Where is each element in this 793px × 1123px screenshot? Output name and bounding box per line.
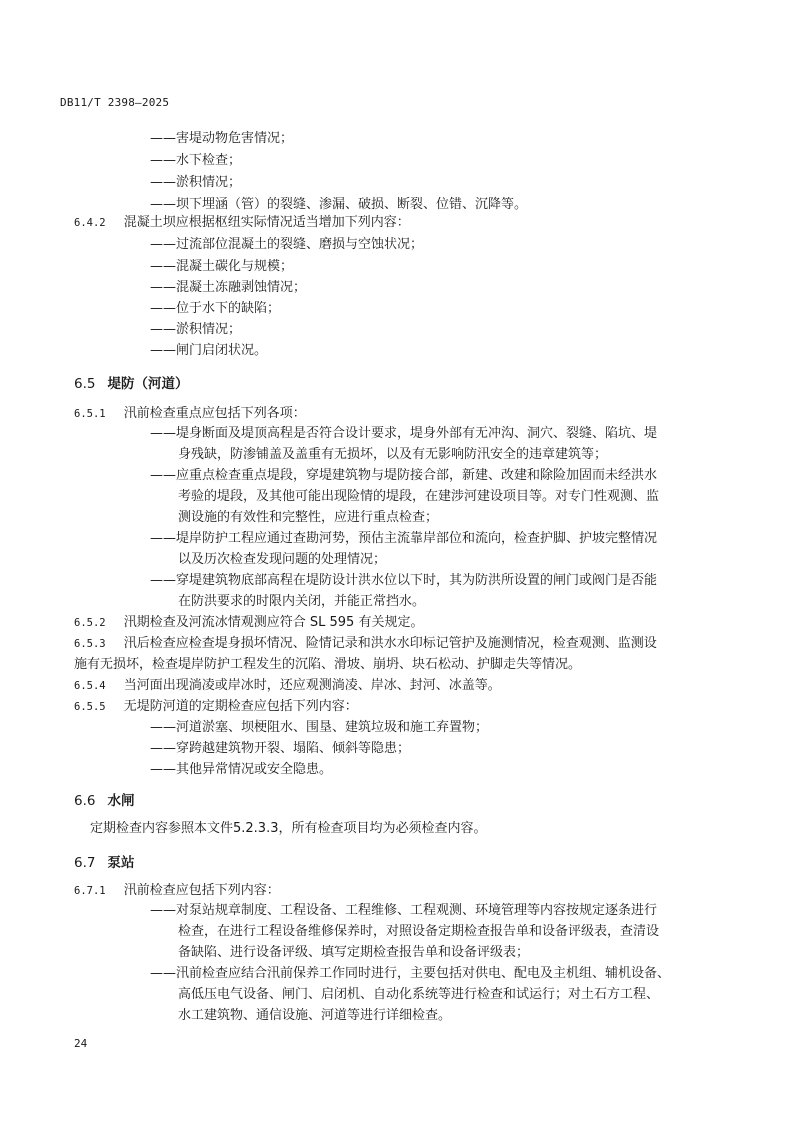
clause-text: 汛前检查重点应包括下列各项： [123,406,306,421]
list-item-continuation: 测设施的有效性和完整性，应进行重点检查； [178,510,439,525]
section-title: 堤防（河道） [107,376,189,392]
list-item: ——位于水下的缺陷； [150,301,281,316]
clause-number: 6.5.5 [74,701,106,713]
clause-text: 当河面出现淌凌或岸冰时，还应观测淌凌、岸冰、封河、冰盖等。 [123,678,501,693]
clause-6-5-2 [74,613,423,633]
clause-text: 混凝土坝应根据枢纽实际情况适当增加下列内容： [123,215,410,230]
list-item: ——水下检查； [150,153,242,168]
list-item-continuation: 检查，在进行工程设备维修保养时，对照设备定期检查报告单和设备评级表，查清设 [178,924,660,939]
list-item: ——淤积情况； [150,322,242,337]
list-item-continuation: 备缺陷、进行设备评级、填写定期检查报告单和设备评级表； [178,945,530,960]
list-item: ——坝下埋涵（管）的裂缝、渗漏、破损、断裂、位错、沉降等。 [150,197,528,212]
list-item-continuation: 高低压电气设备、闸门、启闭机、自动化系统等进行检查和试运行；对土石方工程、 [178,987,660,1002]
list-item: ——害堤动物危害情况； [150,131,294,146]
list-item: ——混凝土碳化与规模； [150,259,294,274]
section-number: 6.5 [74,376,96,392]
list-item: ——淤积情况； [150,175,242,190]
list-item: ——应重点检查重点堤段，穿堤建筑物与堤防接合部，新建、改建和除险加固而未经洪水 [150,468,658,483]
list-item: ——堤身断面及堤顶高程是否符合设计要求，堤身外部有无冲沟、洞穴、裂缝、陷坑、堤 [150,426,658,441]
section-heading-6-5 [74,372,188,392]
page-number: 24 [74,1037,88,1050]
clause-6-5-5 [74,697,358,717]
clause-text: 无堤防河道的定期检查应包括下列内容： [123,699,358,714]
list-item-continuation: 水工建筑物、通信设施、河道等进行详细检查。 [178,1008,452,1023]
clause-continuation: 施有无损坏，检查堤岸防护工程发生的沉陷、滑坡、崩坍、块石松动、护脚走失等情况。 [74,657,582,672]
list-item-continuation: 考验的堤段，及其他可能出现险情的堤段，在建涉河建设项目等。对专门性观测、监 [178,489,660,504]
list-item-continuation: 以及历次检查发现问题的处理情况； [178,552,387,567]
document-id-header: DB11/T 2398—2025 [60,96,170,109]
section-title: 水闸 [107,793,135,809]
section-title: 泵站 [107,855,135,871]
clause-number: 6.4.2 [74,217,106,229]
list-item: ——其他异常情况或安全隐患。 [150,762,333,777]
clause-number: 6.5.3 [74,638,106,650]
clause-6-5-3 [74,634,657,654]
clause-6-4-2 [74,213,410,233]
clause-text: 汛期检查及河流冰情观测应符合 SL 595 有关规定。 [123,615,424,630]
list-item: ——过流部位混凝土的裂缝、磨损与空蚀状况； [150,237,424,252]
clause-text: 汛后检查应检查堤身损坏情况、险情记录和洪水水印标记管护及施测情况，检查观测、监测设 [123,636,657,651]
clause-6-7-1 [74,881,280,901]
clause-6-5-1 [74,404,306,424]
section-heading-6-6 [74,789,134,809]
section-heading-6-7 [74,851,134,871]
list-item: ——穿堤建筑物底部高程在堤防设计洪水位以下时，其为防洪所设置的闸门或阀门是否能 [150,573,658,588]
list-item: ——堤岸防护工程应通过查勘河势，预估主流靠岸部位和流向，检查护脚、护坡完整情况 [150,531,658,546]
section-number: 6.7 [74,855,96,871]
clause-6-5-4 [74,676,501,696]
list-item-continuation: 身残缺，防渗铺盖及盖重有无损坏，以及有无影响防汛安全的违章建筑等； [178,447,608,462]
clause-number: 6.5.4 [74,680,106,692]
clause-number: 6.7.1 [74,885,106,897]
clause-text: 汛前检查应包括下列内容： [123,883,280,898]
clause-number: 6.5.1 [74,408,106,420]
list-item: ——穿跨越建筑物开裂、塌陷、倾斜等隐患； [150,741,411,756]
list-item: ——对泵站规章制度、工程设备、工程维修、工程观测、环境管理等内容按规定逐条进行 [150,903,658,918]
list-item: ——闸门启闭状况。 [150,343,268,358]
list-item: ——河道淤塞、坝梗阻水、围垦、建筑垃圾和施工弃置物； [150,720,489,735]
clause-number: 6.5.2 [74,617,106,629]
section-number: 6.6 [74,793,96,809]
list-item: ——混凝土冻融剥蚀情况； [150,280,307,295]
list-item: ——汛前检查应结合汛前保养工作同时进行，主要包括对供电、配电及主机组、辅机设备、 [150,966,671,981]
paragraph: 定期检查内容参照本文件5.2.3.3，所有检查项目均为必须检查内容。 [90,821,487,836]
list-item-continuation: 在防洪要求的时限内关闭，并能正常挡水。 [178,594,426,609]
